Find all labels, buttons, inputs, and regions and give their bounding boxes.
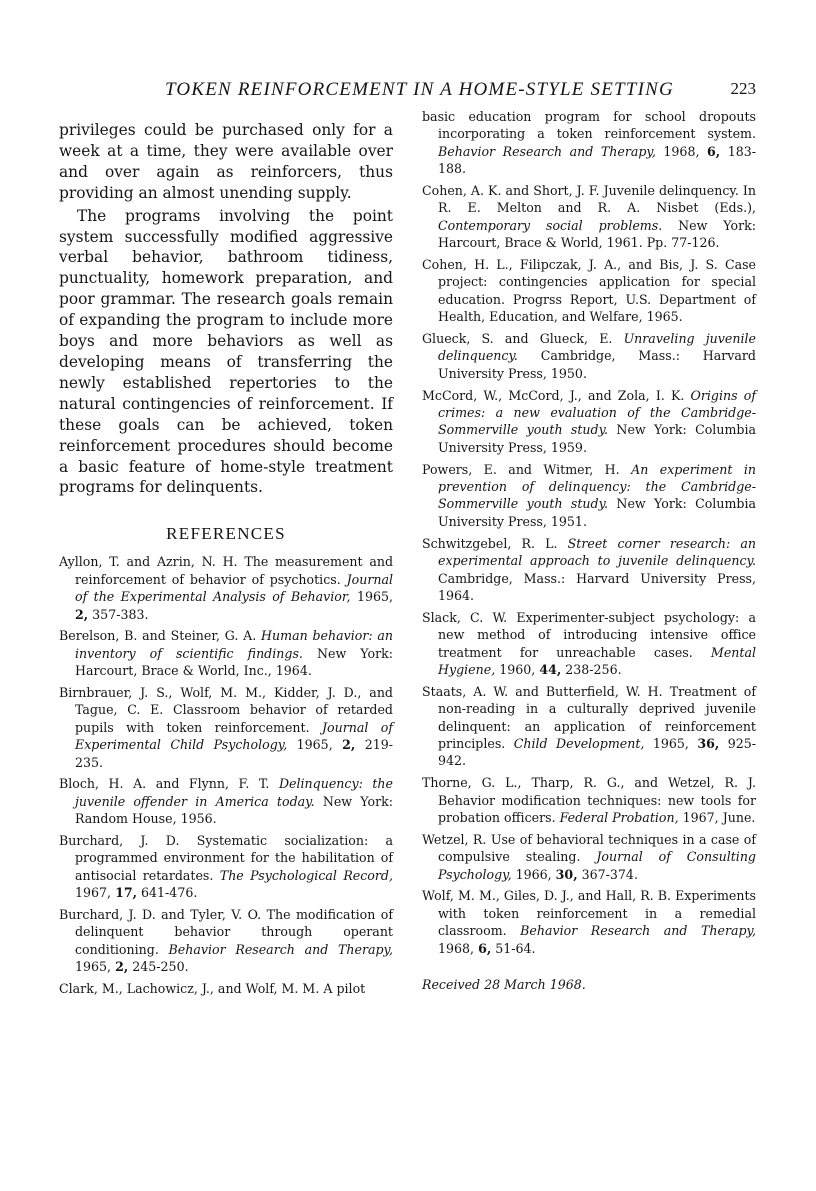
running-header [60, 79, 756, 101]
reference-year: 1968, [663, 143, 700, 159]
reference-entry [422, 256, 756, 326]
reference-year: 1965, [75, 959, 112, 975]
reference-authors: Glueck, S. and Glueck, E. [422, 331, 613, 347]
reference-authors: Powers, E. and Witmer, H. [422, 461, 620, 477]
reference-entry [59, 832, 393, 902]
reference-source: Mental Hygiene, [438, 644, 756, 677]
reference-volume: 36, [697, 735, 720, 751]
reference-volume: 30, [555, 866, 578, 882]
reference-entry [59, 627, 393, 679]
left-column [59, 120, 393, 1002]
reference-pages: 357-383. [92, 606, 149, 622]
reference-entry [59, 980, 393, 997]
reference-authors: Wetzel, R. [422, 831, 487, 847]
reference-title: Experiments with token reinforcement in a remedial classroom. [438, 888, 756, 939]
reference-source: Federal Probation, [559, 809, 679, 825]
reference-pages: 238-256. [565, 661, 622, 677]
reference-entry [422, 535, 756, 605]
reference-title: The modification of delinquent behavior through operant conditioning. [75, 906, 393, 957]
reference-volume: 2, [115, 959, 129, 975]
reference-authors: Ayllon, T. and Azrin, N. H. [59, 554, 238, 570]
reference-pages: 183-188. [438, 143, 756, 177]
reference-entry [59, 775, 393, 827]
reference-source: Unraveling juvenile delinquency. [438, 331, 756, 364]
body-paragraph: privileges could be purchased only for a week at a time, they were available over and over again as reinforcers, thus providing an almost unending supply. [59, 121, 393, 202]
references-list-right [422, 108, 756, 957]
reference-authors: Thorne, G. L., Tharp, R. G., and Wetzel, R. J. [422, 775, 756, 791]
reference-authors: Clark, M., Lachowicz, J., and Wolf, M. M. [59, 981, 320, 996]
reference-year: 1960, [499, 661, 536, 677]
reference-entry [59, 553, 393, 623]
reference-authors: Cohen, H. L., Filipczak, J. A., and Bis, J. S. [422, 257, 718, 273]
received-date: Received 28 March 1968. [422, 976, 586, 992]
reference-entry [422, 387, 756, 457]
reference-authors: Wolf, M. M., Giles, D. J., and Hall, R. B. [422, 888, 672, 904]
reference-source: Contemporary social problems. [438, 217, 663, 233]
reference-authors: Staats, A. W. and Butterfield, W. H. [422, 683, 663, 699]
reference-entry [59, 906, 393, 976]
reference-source: Delinquency: the juvenile offender in America today. [75, 776, 393, 809]
reference-authors: Bloch, H. A. and Flynn, F. T. [59, 776, 270, 792]
reference-authors: Schwitzgebel, R. L. [422, 535, 558, 551]
reference-title: basic education program for school dropouts incorporating a token reinforcement system. [422, 109, 756, 142]
references-heading: REFERENCES [166, 524, 286, 544]
reference-pages: 641-476. [141, 885, 198, 901]
reference-entry [422, 108, 756, 178]
right-column [422, 108, 756, 992]
reference-source: Journal of Consulting Psychology, [438, 849, 756, 882]
reference-source: Origins of crimes: a new evaluation of the Cambridge-Sommerville youth study. [438, 387, 756, 438]
reference-year: 1965, [652, 735, 689, 751]
reference-source: Journal of the Experimental Analysis of Behavior, [75, 571, 393, 605]
reference-volume: 44, [539, 661, 562, 677]
reference-authors: Burchard, J. D. and Tyler, V. O. [59, 906, 262, 922]
reference-source: Human behavior: an inventory of scientific findings. [75, 628, 393, 661]
reference-authors: Birnbrauer, J. S., Wolf, M. M., Kidder, J. D., and Tague, C. E. [59, 684, 393, 718]
reference-pages: 925-942. [438, 735, 756, 769]
reference-title: Experimenter-subject psychology: a new method of introducing intensive office treatment for unreachable cases. [438, 609, 756, 660]
reference-entry [422, 182, 756, 252]
reference-entry [422, 683, 756, 770]
reference-authors: Burchard, J. D. [59, 832, 180, 848]
reference-volume: 6, [478, 940, 492, 956]
reference-volume: 2, [342, 737, 356, 753]
reference-title: Treatment of non-reading in a culturally deprived juvenile delinquent: an application of reinforcement principles. [438, 683, 756, 751]
reference-entry [422, 461, 756, 531]
reference-year: 1967, [75, 885, 112, 901]
reference-pages: New York: Columbia University Press, 1959. [438, 422, 756, 455]
reference-pages: 219-235. [75, 737, 393, 770]
reference-title: Case project: contingencies application for special education. Progrss Report, U.S. Department of Health, Education, and Welfare, 1965. [438, 257, 756, 325]
references-list-left [59, 553, 393, 997]
reference-volume: 17, [115, 885, 137, 901]
reference-pages: Cambridge, Mass.: Harvard University Press, 1964. [438, 570, 756, 603]
reference-pages: New York: Harcourt, Brace & World, 1961. Pp. 77-126. [438, 217, 756, 251]
reference-title: Juvenile delinquency. In R. E. Melton and R. A. Nisbet (Eds.), [438, 183, 756, 216]
reference-entry [59, 684, 393, 771]
reference-source: Child Development, [513, 735, 645, 751]
reference-pages: June. [722, 809, 756, 825]
reference-source: Journal of Experimental Child Psychology, [75, 719, 393, 753]
reference-source: An experiment in prevention of delinquency: the Cambridge-Sommerville youth study. [438, 461, 756, 512]
reference-pages: New York: Columbia University Press, 1951. [438, 496, 756, 529]
reference-year: 1965, [296, 737, 333, 753]
reference-authors: Slack, C. W. [422, 609, 508, 625]
reference-volume: 6, [707, 143, 721, 159]
reference-pages: New York: Harcourt, Brace & World, Inc., 1964. [75, 645, 393, 679]
reference-year: 1966, [515, 866, 552, 882]
reference-title: Behavior modification techniques: new tools for probation officers. [438, 792, 756, 825]
reference-source: Behavior Research and Therapy, [438, 143, 656, 159]
reference-source: Behavior Research and Therapy, [168, 941, 393, 957]
reference-year: 1965, [356, 589, 393, 605]
reference-entry [422, 609, 756, 679]
reference-volume: 2, [75, 606, 89, 622]
reference-title: Systematic socialization: a programmed environment for the habilitation of antisocial retardates. [75, 832, 394, 883]
reference-authors: McCord, W., McCord, J., and Zola, I. K. [422, 387, 685, 403]
reference-entry [422, 831, 756, 883]
reference-pages: 367-374. [581, 866, 638, 882]
reference-source: Behavior Research and Therapy, [520, 923, 756, 939]
reference-title: Classroom behavior of retarded pupils with token reinforcement. [75, 702, 393, 735]
reference-pages: Cambridge, Mass.: Harvard University Press, 1950. [438, 348, 756, 381]
reference-entry [422, 774, 756, 826]
reference-authors: Berelson, B. and Steiner, G. A. [59, 628, 257, 644]
running-title: TOKEN REINFORCEMENT IN A HOME-STYLE SETTING [165, 79, 674, 100]
reference-pages: 51-64. [495, 940, 536, 956]
page-number: 223 [730, 79, 756, 98]
reference-title: Use of behavioral techniques in a case of compulsive stealing. [438, 831, 756, 865]
reference-authors: Cohen, A. K. and Short, J. F. [422, 183, 600, 199]
reference-source: Street corner research: an experimental approach to juvenile delinquency. [438, 535, 756, 569]
reference-title: A pilot [323, 981, 366, 996]
reference-title: The measurement and reinforcement of behavior of psychotics. [75, 554, 393, 587]
reference-entry [422, 330, 756, 382]
reference-year: 1968, [438, 940, 475, 956]
reference-pages: 245-250. [132, 959, 189, 975]
reference-pages: New York: Random House, 1956. [75, 793, 393, 827]
reference-source: The Psychological Record, [219, 867, 393, 883]
reference-year: 1967, [682, 809, 719, 825]
body-paragraph: The programs involving the point system successfully modified aggressive verbal behavior, bathroom tidiness, punctuality, homework preparation, and poor grammar. The research goals remain of expanding the program to include more boys and more behaviors as well as developing means of transferring the newly established repertories to the natural contingencies of reinforcement. If these goals can be achieved, token reinforcement procedures should become a basic feature of home-style treatment programs for delinquents. [59, 206, 393, 497]
reference-entry [422, 887, 756, 957]
